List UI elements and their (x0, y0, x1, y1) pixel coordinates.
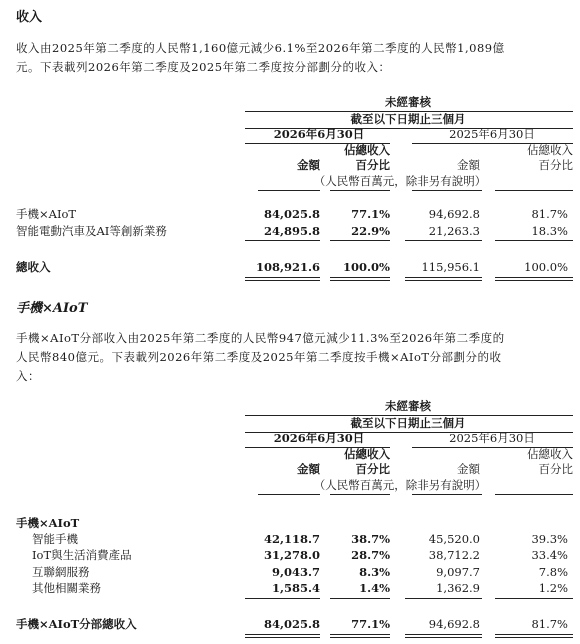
row-label: 其他相關業務 (32, 581, 101, 595)
header-date-2026: 2026年6月30日 (273, 127, 365, 141)
header-amount-2026: 金額 (297, 462, 320, 476)
header-rule (495, 190, 573, 191)
header-rule (258, 494, 320, 495)
header-rule (412, 190, 482, 191)
paragraph-line: 手機×AIoT分部收入由2025年第二季度的人民幣947億元減少11.3%至2026年第二季度的 (16, 331, 505, 345)
header-date-2025: 2025年6月30日 (449, 431, 535, 445)
row-label: 手機×AIoT (16, 207, 77, 221)
pct-2025: 1.2% (538, 581, 568, 595)
header-pct-2026-line1: 佔總收入 (344, 447, 390, 461)
subtotal-rule (495, 240, 573, 241)
header-unaudited: 未經審核 (385, 399, 431, 413)
subtotal-rule (405, 240, 482, 241)
pct-2026: 38.7% (351, 532, 390, 546)
header-units: （人民幣百萬元，除非另有說明） (313, 174, 487, 188)
total-label: 總收入 (16, 260, 51, 274)
header-pct-2025-line1: 佔總收入 (527, 447, 573, 461)
header-pct-2025: 百分比 (538, 158, 573, 172)
subtotal-rule (495, 598, 573, 599)
header-rule (412, 494, 482, 495)
total-double-rule (245, 277, 320, 281)
total-amount-2026: 108,921.6 (255, 260, 320, 274)
header-period: 截至以下日期止三個月 (350, 416, 466, 430)
header-pct-2025: 百分比 (538, 462, 573, 476)
row-label: 智能電動汽車及AI等創新業務 (16, 224, 167, 238)
total-amount-2026: 84,025.8 (263, 617, 320, 631)
amount-2026: 84,025.8 (263, 207, 320, 221)
row-label: 互聯網服務 (32, 565, 90, 579)
total-double-rule (245, 634, 320, 638)
header-pct-2026: 百分比 (355, 158, 390, 172)
header-date-2025: 2025年6月30日 (449, 127, 535, 141)
total-label: 手機×AIoT分部總收入 (16, 617, 137, 631)
pct-2026: 1.4% (359, 581, 390, 595)
header-rule (330, 494, 390, 495)
amount-2025: 21,263.3 (428, 224, 480, 238)
amount-2026: 31,278.0 (263, 548, 320, 562)
total-double-rule (405, 277, 482, 281)
header-rule (495, 494, 573, 495)
header-pct-2026-line1: 佔總收入 (344, 143, 390, 157)
pct-2026: 22.9% (351, 224, 390, 238)
pct-2026: 28.7% (351, 548, 390, 562)
subtotal-rule (330, 240, 390, 241)
amount-2025: 9,097.7 (436, 565, 480, 579)
amount-2025: 94,692.8 (428, 207, 480, 221)
paragraph-line: 元。下表載列2026年第二季度及2025年第二季度按分部劃分的收入： (16, 60, 391, 74)
header-amount-2025: 金額 (457, 462, 480, 476)
pct-2026: 77.1% (351, 207, 390, 221)
total-pct-2025: 100.0% (524, 260, 568, 274)
header-rule (258, 190, 320, 191)
amount-2025: 45,520.0 (428, 532, 480, 546)
header-date-2026: 2026年6月30日 (273, 431, 365, 445)
subtotal-rule (245, 598, 320, 599)
pct-2025: 18.3% (531, 224, 568, 238)
total-double-rule (330, 634, 390, 638)
amount-2026: 42,118.7 (263, 532, 320, 546)
subtotal-rule (245, 240, 320, 241)
total-pct-2025: 81.7% (531, 617, 568, 631)
amount-2026: 1,585.4 (271, 581, 320, 595)
paragraph-line: 收入由2025年第二季度的人民幣1,160億元減少6.1%至2026年第二季度的人民幣1,089億 (16, 41, 505, 55)
subtotal-rule (330, 598, 390, 599)
header-rule (330, 190, 390, 191)
subtotal-rule (405, 598, 482, 599)
header-unaudited: 未經審核 (385, 95, 431, 109)
amount-2025: 38,712.2 (428, 548, 480, 562)
row-label: 智能手機 (32, 532, 78, 546)
total-double-rule (495, 277, 573, 281)
header-amount-2026: 金額 (297, 158, 320, 172)
pct-2026: 8.3% (359, 565, 390, 579)
total-double-rule (330, 277, 390, 281)
header-period: 截至以下日期止三個月 (350, 112, 466, 126)
group-label: 手機×AIoT (16, 516, 80, 530)
amount-2026: 9,043.7 (271, 565, 320, 579)
pct-2025: 39.3% (531, 532, 568, 546)
total-double-rule (495, 634, 573, 638)
pct-2025: 7.8% (538, 565, 568, 579)
total-amount-2025: 94,692.8 (428, 617, 480, 631)
total-amount-2025: 115,956.1 (421, 260, 480, 274)
section-heading-revenue: 收入 (16, 10, 43, 25)
header-pct-2026: 百分比 (355, 462, 390, 476)
header-units: （人民幣百萬元，除非另有說明） (313, 478, 487, 492)
paragraph-line: 入： (16, 369, 40, 383)
pct-2025: 81.7% (531, 207, 568, 221)
amount-2026: 24,895.8 (263, 224, 320, 238)
header-pct-2025-line1: 佔總收入 (527, 143, 573, 157)
total-pct-2026: 100.0% (343, 260, 390, 274)
pct-2025: 33.4% (531, 548, 568, 562)
row-label: IoT與生活消費產品 (32, 548, 132, 562)
section-heading-phone-aiot: 手機×AIoT (16, 301, 88, 316)
amount-2025: 1,362.9 (436, 581, 480, 595)
header-amount-2025: 金額 (457, 158, 480, 172)
paragraph-line: 人民幣840億元。下表載列2026年第二季度及2025年第二季度按手機×AIoT分部劃分的收 (16, 350, 502, 364)
total-pct-2026: 77.1% (351, 617, 390, 631)
total-double-rule (405, 634, 482, 638)
